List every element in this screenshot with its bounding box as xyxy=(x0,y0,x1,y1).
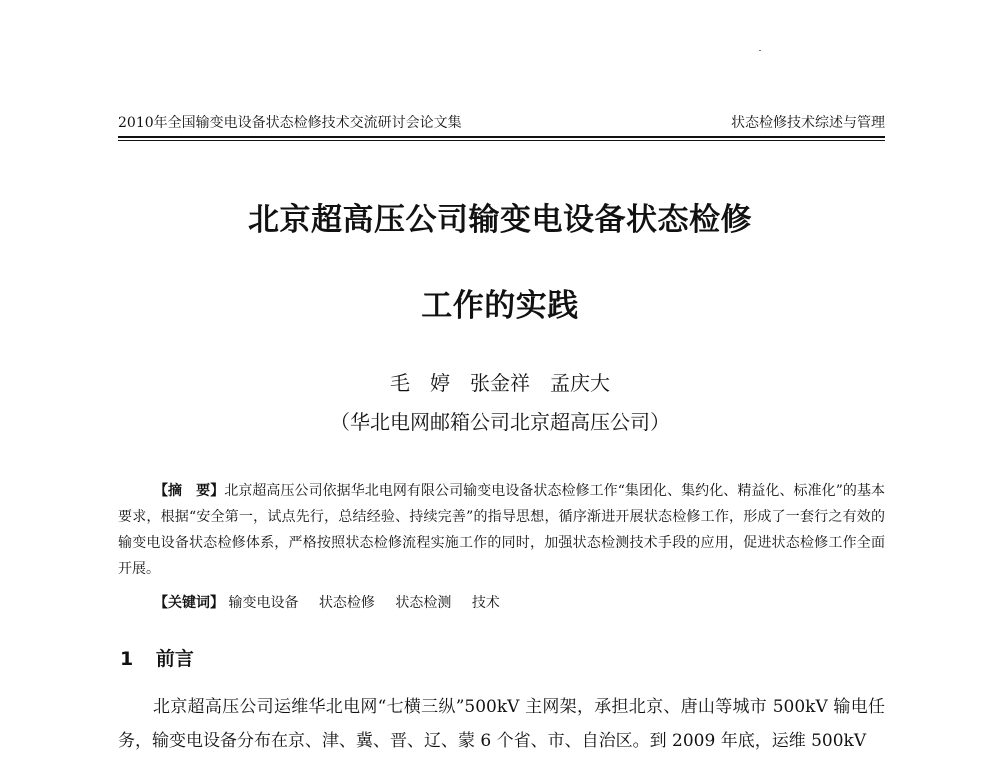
section-heading xyxy=(120,645,194,673)
body-paragraph: 北京超高压公司运维华北电网“七横三纵”500kV 主网架，承担北京、唐山等城市 500kV 输电任务，输变电设备分布在京、津、冀、晋、辽、蒙 6 个省、市、自治区。到 2009 年底，运维 500kV xyxy=(118,697,885,751)
running-header-section: 状态检修技术综述与管理 xyxy=(731,115,885,131)
running-header xyxy=(118,111,885,135)
abstract-text: 北京超高压公司依据华北电网有限公司输变电设备状态检修工作“集团化、集约化、精益化、标准化”的基本要求，根据“安全第一，试点先行，总结经验、持续完善”的指导思想，循序渐进开展状态检修工作，形成了一套行之有效的输变电设备状态检修体系，严格按照状态检修流程实施工作的同时，加强状态检测技术手段的应用，促进状态检修工作全面开展。 xyxy=(118,483,886,577)
keyword: 输变电设备 xyxy=(228,595,299,611)
header-rule-thin xyxy=(118,140,885,141)
abstract-label: 【摘 要】 xyxy=(154,483,225,499)
abstract xyxy=(118,478,885,582)
paper-title-line-1: 北京超高压公司输变电设备状态检修 xyxy=(248,202,752,238)
scan-speck xyxy=(759,50,761,51)
keyword: 状态检修 xyxy=(318,595,375,611)
author-affiliation: （华北电网邮箱公司北京超高压公司） xyxy=(330,410,670,434)
keywords xyxy=(154,590,885,616)
header-rule-thick xyxy=(118,136,885,138)
keyword: 状态检测 xyxy=(395,595,452,611)
running-header-proceedings: 2010年全国输变电设备状态检修技术交流研讨会论文集 xyxy=(118,115,462,131)
paper-title-line-2: 工作的实践 xyxy=(421,288,579,324)
keywords-label: 【关键词】 xyxy=(154,595,224,611)
section-number: 1 xyxy=(120,648,134,670)
section-title: 前言 xyxy=(155,648,194,670)
keyword: 技术 xyxy=(471,595,500,611)
author-list: 毛 婷 张金祥 孟庆大 xyxy=(390,371,610,395)
